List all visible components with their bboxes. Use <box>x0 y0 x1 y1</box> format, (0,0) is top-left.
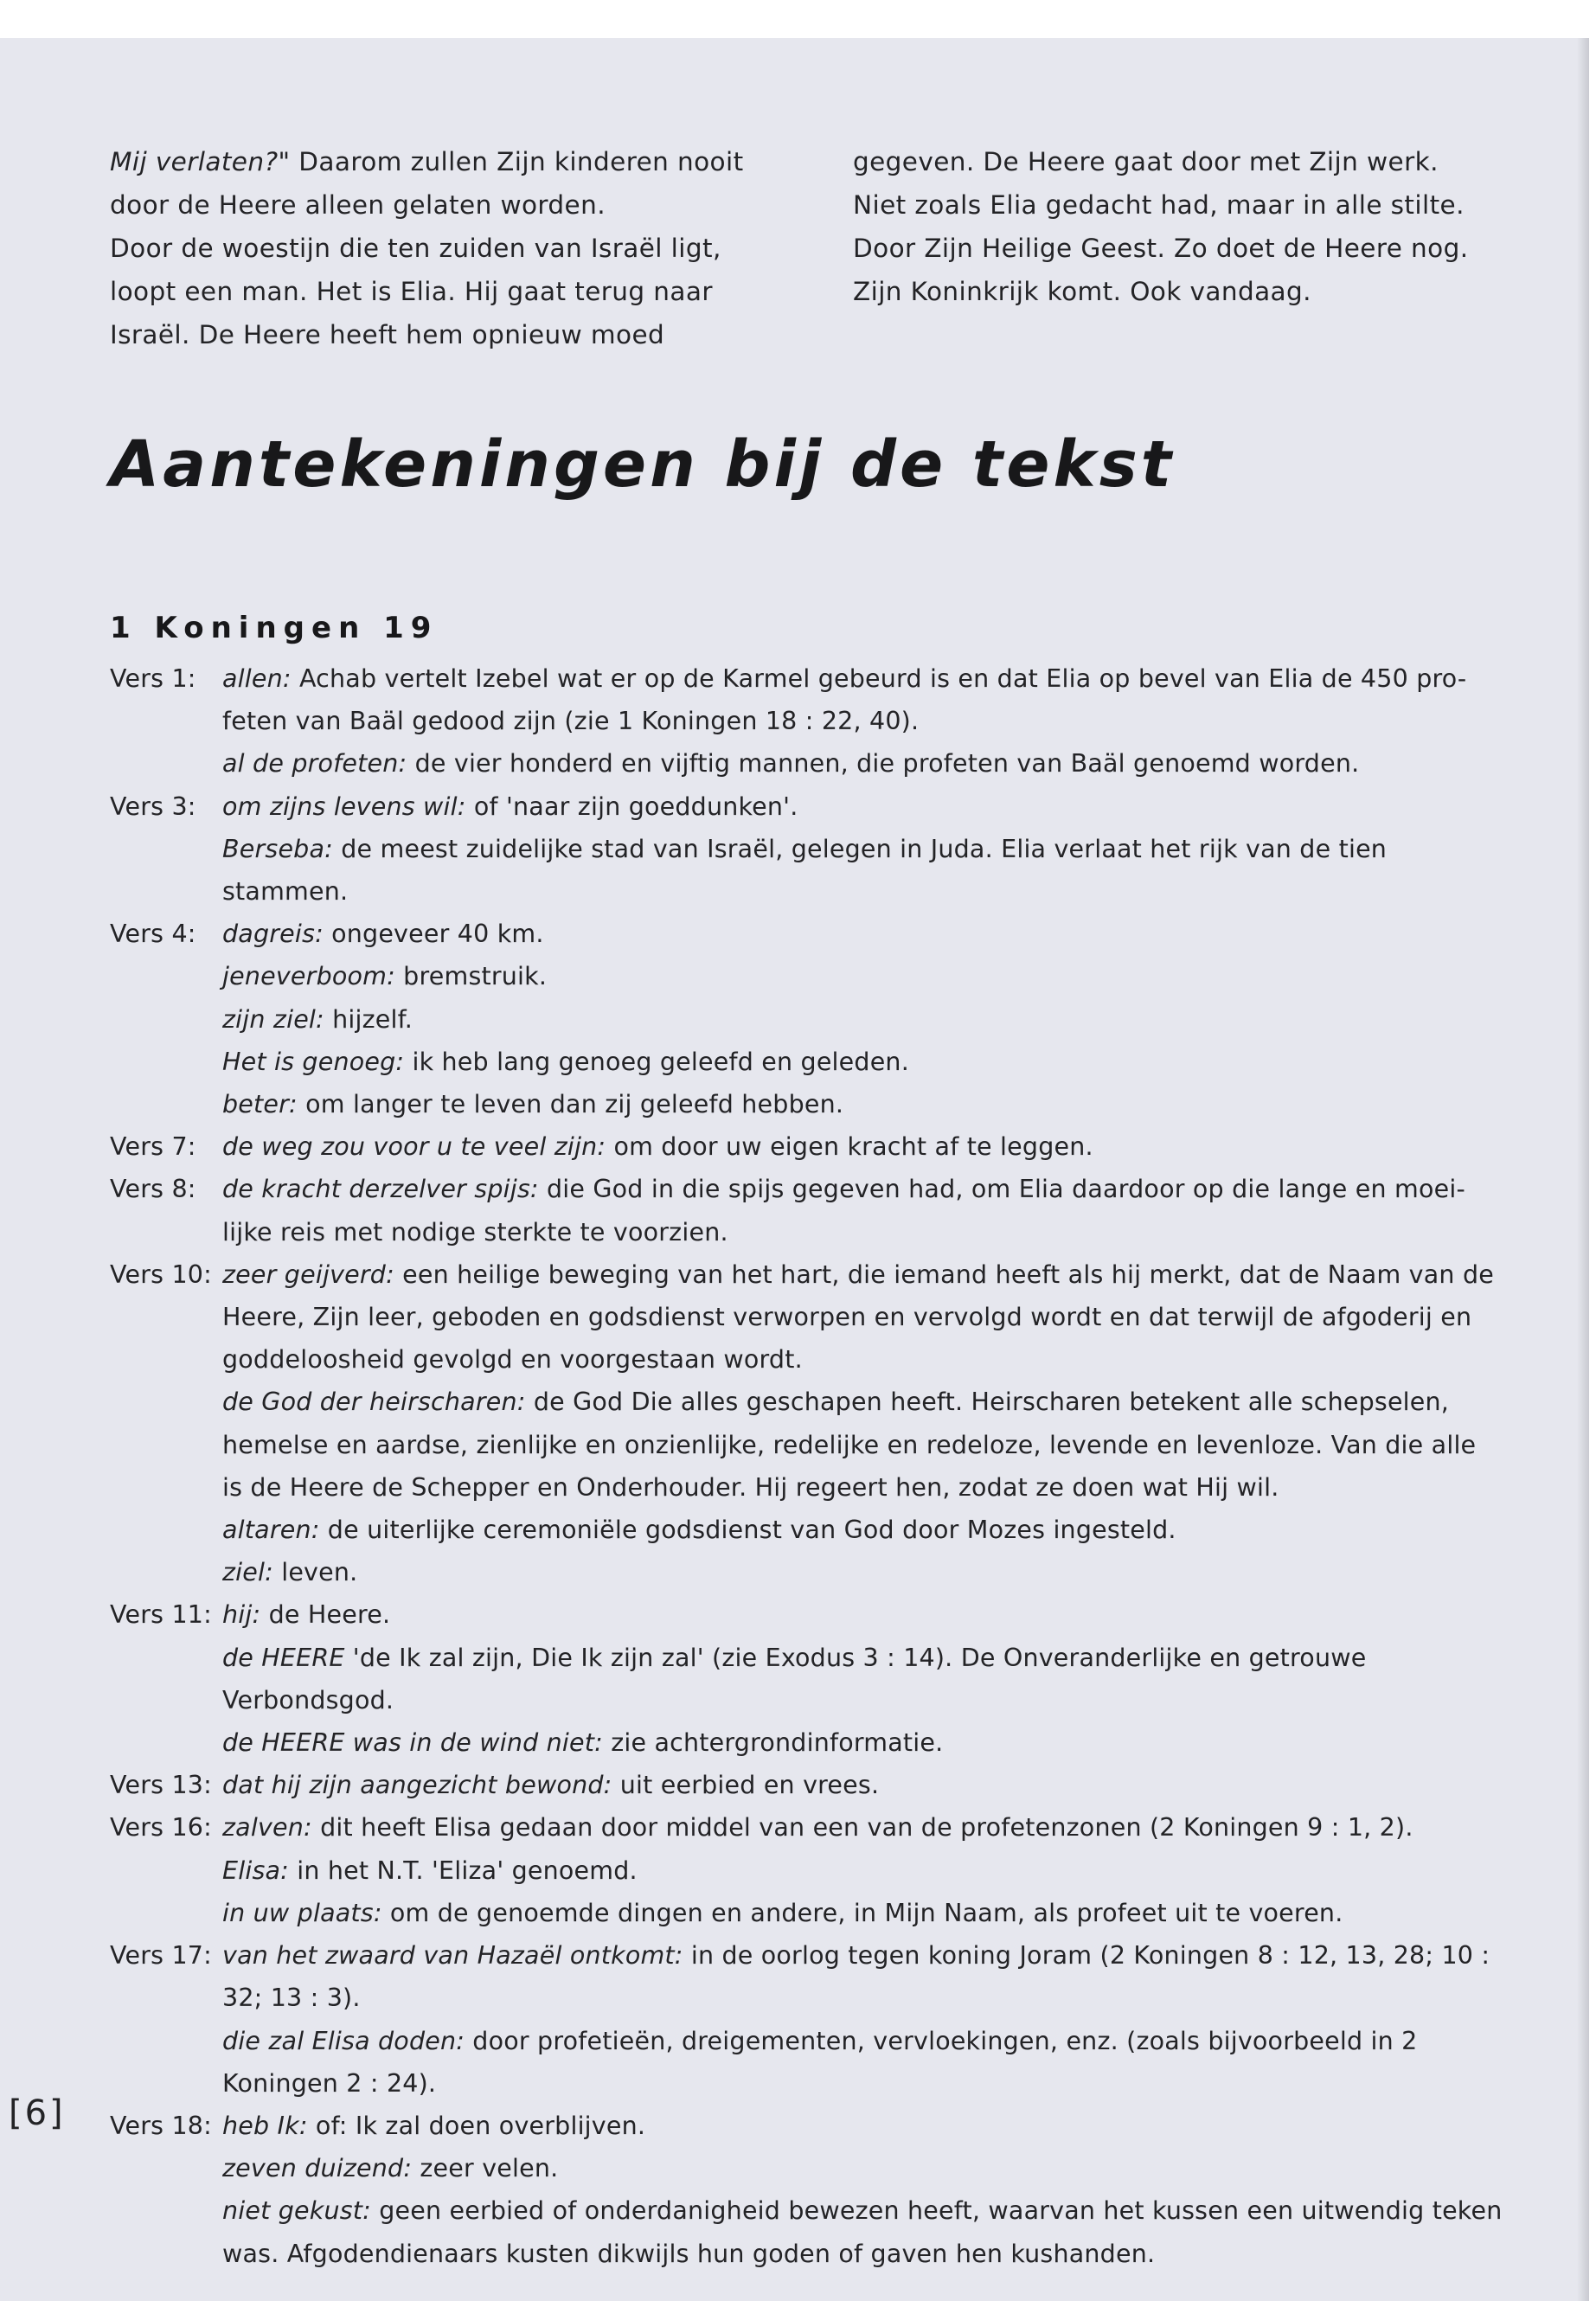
verse-label <box>110 1041 222 1083</box>
note-term: zeven duizend: <box>222 2154 413 2183</box>
note-body <box>222 1125 1503 1168</box>
note-body <box>222 1551 1503 1593</box>
document-page <box>0 38 1589 2301</box>
note-body <box>222 1637 1503 1721</box>
note-row <box>110 1041 1503 1083</box>
note-row <box>110 913 1503 955</box>
note-text: om langer te leven dan zij geleefd hebben. <box>297 1090 844 1119</box>
note-text: ongeveer 40 km. <box>323 920 544 949</box>
note-row <box>110 1083 1503 1125</box>
note-term: heb Ik: <box>222 2111 308 2140</box>
note-term: die zal Elisa doden: <box>222 2026 465 2055</box>
note-row <box>110 2020 1503 2105</box>
verse-label: Vers 13: <box>110 1771 212 1800</box>
note-body <box>222 1083 1503 1125</box>
note-text: de uiterlijke ceremoniële godsdienst van God door Mozes ingesteld. <box>319 1516 1176 1545</box>
note-row <box>110 1764 1503 1806</box>
note-term: zalven: <box>222 1813 312 1843</box>
note-body <box>222 2147 1503 2189</box>
verse-label <box>110 1849 222 1892</box>
intro-line: door de Heere alleen gelaten worden. <box>110 190 606 220</box>
note-body <box>222 1041 1503 1083</box>
note-text: hijzelf. <box>324 1004 413 1034</box>
note-text: om de genoemde dingen en andere, in Mijn Naam, als profeet uit te voeren. <box>381 1898 1343 1927</box>
verse-label: Vers 8: <box>110 1175 196 1204</box>
verse-label: Vers 10: <box>110 1259 212 1289</box>
intro-left-column <box>110 140 767 356</box>
note-body <box>222 1721 1503 1764</box>
verse-label <box>110 1637 222 1721</box>
note-body <box>222 1806 1503 1849</box>
note-body <box>222 2020 1503 2105</box>
note-body <box>222 785 1503 828</box>
note-term: altaren: <box>222 1516 320 1545</box>
note-text: de Heere. <box>260 1600 391 1630</box>
note-term: de God der heirscharen: <box>222 1388 526 1417</box>
note-text: om door uw eigen kracht af te leggen. <box>606 1132 1093 1162</box>
intro-line <box>110 140 767 183</box>
note-body <box>222 998 1503 1041</box>
note-text: bremstruik. <box>394 962 548 991</box>
note-row <box>110 785 1503 828</box>
note-term: de weg zou voor u te veel zijn: <box>222 1132 606 1162</box>
note-text: of: Ik zal doen overblijven. <box>307 2111 646 2140</box>
note-text: uit eerbied en vrees. <box>612 1771 880 1800</box>
intro-text: Daarom zullen Zijn kinderen nooit <box>290 147 744 176</box>
note-body <box>222 955 1503 997</box>
verse-label <box>110 2147 222 2189</box>
note-text: geen eerbied of onderdanigheid bewezen heeft, waarvan het kussen een uitwendig teken was. Afgodendienaars kusten dikwijls hun goden of gaven hen kushanden. <box>222 2196 1503 2268</box>
intro-line: Door Zijn Heilige Geest. Zo doet de Heere nog. <box>853 234 1469 263</box>
verse-label: Vers 11: <box>110 1600 212 1630</box>
verse-label <box>110 1509 222 1551</box>
note-text: 'de Ik zal zijn, Die Ik zijn zal' (zie Exodus 3 : 14). De Onveranderlijke en getrouwe Verbondsgod. <box>222 1643 1367 1715</box>
verse-label <box>110 1721 222 1764</box>
note-term: beter: <box>222 1090 298 1119</box>
note-text: zeer velen. <box>412 2154 559 2183</box>
note-row <box>110 955 1503 997</box>
note-text: ik heb lang genoeg geleefd en geleden. <box>404 1047 909 1076</box>
note-term: de HEERE <box>222 1643 345 1672</box>
note-row <box>110 1892 1503 1934</box>
verse-label <box>110 828 222 913</box>
note-body <box>222 1509 1503 1551</box>
note-text: of 'naar zijn goeddunken'. <box>465 792 798 821</box>
note-term: om zijns levens wil: <box>222 792 466 821</box>
verse-label: Vers 18: <box>110 2111 212 2140</box>
verse-label <box>110 2189 222 2274</box>
note-term: al de profeten: <box>222 749 407 779</box>
note-term: de HEERE was in de wind niet: <box>222 1728 603 1758</box>
note-body <box>222 913 1503 955</box>
note-text: die God in die spijs gegeven had, om Elia daardoor op die lange en moei-lijke reis met nodige sterkte te voorzien. <box>222 1175 1465 1247</box>
verse-label: Vers 7: <box>110 1132 196 1162</box>
intro-line: Door de woestijn die ten zuiden van Israël ligt, <box>110 234 721 263</box>
note-row <box>110 2189 1503 2274</box>
note-row <box>110 1253 1503 1381</box>
note-row <box>110 1721 1503 1764</box>
note-term: niet gekust: <box>222 2196 371 2226</box>
note-body <box>222 1934 1503 2019</box>
intro-line: Israël. De Heere heeft hem opnieuw moed <box>110 320 665 349</box>
verse-label <box>110 1551 222 1593</box>
note-body <box>222 2189 1503 2274</box>
note-body <box>222 657 1503 742</box>
note-body <box>222 1892 1503 1934</box>
note-text: zie achtergrondinformatie. <box>602 1728 944 1758</box>
note-row <box>110 657 1503 742</box>
note-text: Achab vertelt Izebel wat er op de Karmel gebeurd is en dat Elia op bevel van Elia de 450 pro-feten van Baäl gedood zijn (zie 1 Koningen 18 : 22, 40). <box>222 664 1467 736</box>
note-term: dat hij zijn aangezicht bewond: <box>222 1771 612 1800</box>
note-term: zijn ziel: <box>222 1004 324 1034</box>
verse-label <box>110 1381 222 1509</box>
note-body <box>222 1849 1503 1892</box>
intro-line: loopt een man. Het is Elia. Hij gaat terug naar <box>110 277 713 306</box>
note-row <box>110 1637 1503 1721</box>
note-text: in de oorlog tegen koning Joram (2 Koningen 8 : 12, 13, 28; 10 : 32; 13 : 3). <box>222 1941 1490 2013</box>
note-term: dagreis: <box>222 920 324 949</box>
verse-label <box>110 998 222 1041</box>
note-term: ziel: <box>222 1558 273 1587</box>
note-term: Het is genoeg: <box>222 1047 405 1076</box>
verse-label: Vers 17: <box>110 1941 212 1971</box>
note-body <box>222 1593 1503 1636</box>
note-term: hij: <box>222 1600 261 1630</box>
verse-label: Vers 3: <box>110 792 196 821</box>
note-term: Berseba: <box>222 834 333 863</box>
verse-label: Vers 1: <box>110 664 196 693</box>
section-heading: Aantekeningen bij de tekst <box>110 427 1176 502</box>
note-body <box>222 1381 1503 1509</box>
note-term: allen: <box>222 664 292 693</box>
note-row <box>110 1509 1503 1551</box>
note-term: de kracht derzelver spijs: <box>222 1175 539 1204</box>
verse-label <box>110 2020 222 2105</box>
note-text: de God Die alles geschapen heeft. Heirscharen betekent alle schepselen, hemelse en aardse, zienlijke en onzienlijke, redelijke en redeloze, levende en levenloze. Van die alle is de Heere de Schepper en Onderhouder. Hij regeert hen, zodat ze doen wat Hij wil. <box>222 1388 1477 1502</box>
note-term: Elisa: <box>222 1856 289 1885</box>
verse-label <box>110 1892 222 1934</box>
note-term: in uw plaats: <box>222 1898 382 1927</box>
note-row <box>110 1806 1503 1849</box>
note-row <box>110 998 1503 1041</box>
page-number: [6] <box>9 2093 66 2133</box>
note-row <box>110 1593 1503 1636</box>
note-body <box>222 2105 1503 2147</box>
note-text: dit heeft Elisa gedaan door middel van een van de profetenzonen (2 Koningen 9 : 1, 2). <box>311 1813 1413 1843</box>
note-body <box>222 1253 1503 1381</box>
verse-label <box>110 955 222 997</box>
intro-line: Niet zoals Elia gedacht had, maar in alle stilte. <box>853 190 1465 220</box>
note-row <box>110 1934 1503 2019</box>
note-body <box>222 742 1503 785</box>
verse-label <box>110 1083 222 1125</box>
note-term: jeneverboom: <box>222 962 395 991</box>
verse-label <box>110 742 222 785</box>
note-text: in het N.T. 'Eliza' genoemd. <box>288 1856 638 1885</box>
note-body <box>222 1168 1503 1253</box>
note-term: zeer geijverd: <box>222 1259 394 1289</box>
note-row <box>110 1381 1503 1509</box>
note-text: een heilige beweging van het hart, die iemand heeft als hij merkt, dat de Naam van de Heere, Zijn leer, geboden en godsdienst verworpen en vervolgd wordt en dat terwijl de afgoderij en goddeloosheid gevolgd en voorgestaan wordt. <box>222 1259 1494 1375</box>
note-text: leven. <box>272 1558 358 1587</box>
note-row <box>110 2147 1503 2189</box>
intro-line: Zijn Koninkrijk komt. Ook vandaag. <box>853 277 1311 306</box>
note-row <box>110 828 1503 913</box>
note-body <box>222 1764 1503 1806</box>
note-row <box>110 1551 1503 1593</box>
note-row <box>110 1168 1503 1253</box>
notes-list <box>110 657 1503 2275</box>
note-text: door profetieën, dreigementen, vervloekingen, enz. (zoals bijvoorbeeld in 2 Koningen 2 : 24). <box>222 2026 1418 2098</box>
verse-label: Vers 16: <box>110 1813 212 1843</box>
note-body <box>222 828 1503 913</box>
note-text: de vier honderd en vijftig mannen, die profeten van Baäl genoemd worden. <box>407 749 1360 779</box>
verse-label: Vers 4: <box>110 920 196 949</box>
note-text: de meest zuidelijke stad van Israël, gelegen in Juda. Elia verlaat het rijk van de tien stammen. <box>222 834 1388 907</box>
chapter-heading: 1 Koningen 19 <box>110 611 439 645</box>
note-term: van het zwaard van Hazaël ontkomt: <box>222 1941 683 1971</box>
note-row <box>110 742 1503 785</box>
note-row <box>110 1849 1503 1892</box>
intro-right-column <box>853 140 1510 313</box>
note-row <box>110 2105 1503 2147</box>
intro-line: gegeven. De Heere gaat door met Zijn werk. <box>853 147 1439 176</box>
note-row <box>110 1125 1503 1168</box>
intro-quote: Mij verlaten?" <box>110 147 291 176</box>
